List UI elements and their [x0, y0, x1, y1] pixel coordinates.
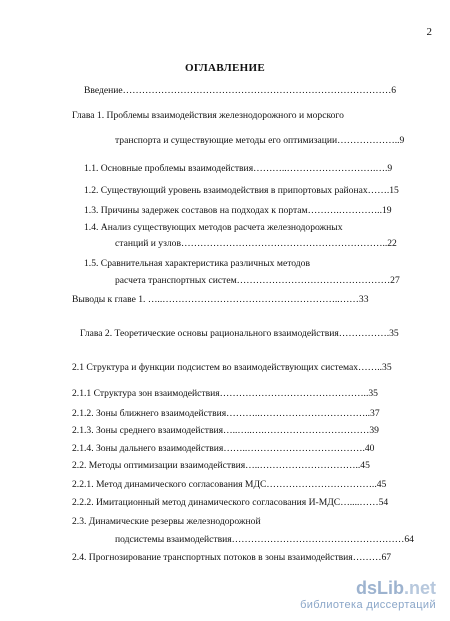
toc-entry-chapter-1-conclusions: Выводы к главе 1. …..………………………………………………..……33	[72, 294, 369, 305]
watermark-logo-main: dsLib	[355, 578, 404, 598]
toc-entry-2-1: 2.1 Структура и функции подсистем во взаимодействующих системах……..35	[72, 362, 392, 373]
toc-entry-1-4-line-1: 1.4. Анализ существующих методов расчета железнодорожных	[84, 222, 343, 233]
toc-entry-chapter-1-line-1: Глава 1. Проблемы взаимодействия железнодорожного и морского	[72, 110, 344, 121]
watermark-logo	[300, 578, 436, 599]
toc-entry-2-1-1: 2.1.1 Структура зон взаимодействия………………………………………..35	[72, 388, 378, 399]
toc-entry-2-4: 2.4. Прогнозирование транспортных потоков в зоны взаимодействия………67	[72, 552, 392, 563]
page-number: 2	[426, 26, 432, 38]
toc-entry-chapter-1-line-2: транспорта и существующие методы его оптимизации………………..9	[115, 135, 405, 146]
page-title: ОГЛАВЛЕНИЕ	[185, 62, 265, 74]
toc-entry-1-3: 1.3. Причины задержек составов на подходах к портам……….…………..19	[84, 205, 392, 216]
toc-entry-2-2-1: 2.2.1. Метод динамического согласования МДС……………………………..45	[72, 479, 387, 490]
toc-entry-1-4-line-2: станций и узлов………………………………………………………..22	[115, 238, 397, 249]
toc-entry-2-3-line-1: 2.3. Динамические резервы железнодорожной	[72, 516, 261, 527]
toc-entry-1-1: 1.1. Основные проблемы взаимодействия………..……………………….….9	[84, 163, 393, 174]
toc-entry-2-1-4: 2.1.4. Зоны дальнего взаимодействия……..……………………………….40	[72, 443, 375, 454]
toc-entry-1-2: 1.2. Существующий уровень взаимодействия в припортовых районах…….15	[84, 185, 399, 196]
toc-entry-introduction: Введение…………………………………………………………………………6	[84, 85, 397, 96]
toc-entry-2-2: 2.2. Методы оптимизации взаимодействия…..…………………………..45	[72, 460, 370, 471]
toc-entry-2-1-3: 2.1.3. Зоны среднего взаимодействия…..…..….……………………………39	[72, 425, 379, 436]
watermark	[300, 578, 436, 611]
toc-entry-1-5-line-2: расчета транспортных систем…………………………………………27	[115, 275, 400, 286]
toc-entry-chapter-2: Глава 2. Теоретические основы рационального взаимодействия…………….35	[80, 328, 399, 339]
toc-entry-2-3-line-2: подсистемы взаимодействия………………………………………………64	[115, 534, 414, 545]
toc-entry-2-2-2: 2.2.2. Имитационный метод динамического согласования И-МДС…....……54	[72, 497, 389, 508]
watermark-subtitle: библиотека диссертаций	[300, 599, 436, 611]
toc-entry-2-1-2: 2.1.2. Зоны ближнего взаимодействия………..……………………………..37	[72, 408, 380, 419]
watermark-logo-tld: .net	[403, 578, 436, 598]
toc-entry-1-5-line-1: 1.5. Сравнительная характеристика различных методов	[84, 258, 311, 269]
